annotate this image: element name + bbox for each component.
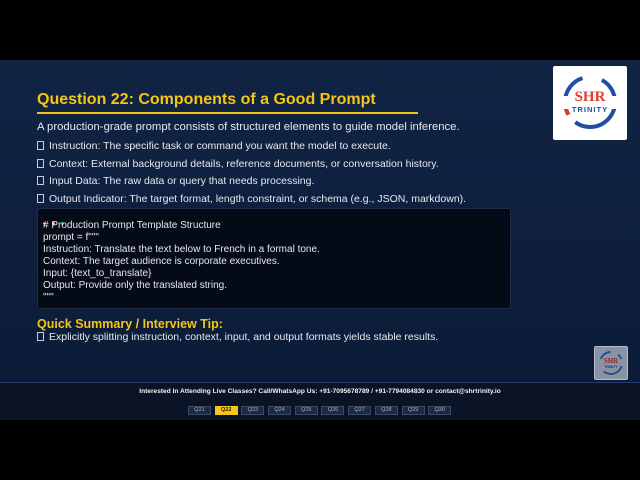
slide-content — [0, 60, 640, 382]
code-line: Context: The target audience is corporate executives. — [43, 256, 280, 267]
component-list — [37, 138, 466, 208]
intro-text: A production-grade prompt consists of structured elements to guide model inference. — [37, 121, 460, 133]
list-item — [37, 156, 466, 174]
slide-title: Question 22: Components of a Good Prompt — [37, 91, 376, 108]
summary-title: Quick Summary / Interview Tip: — [37, 317, 223, 331]
watermark-mark: SHR — [603, 357, 619, 365]
page-button-q30[interactable]: Q30 — [428, 406, 451, 415]
page-button-q25[interactable]: Q25 — [295, 406, 318, 415]
list-item — [37, 138, 466, 156]
slide — [0, 60, 640, 420]
watermark-name: TRINITY — [604, 365, 618, 369]
page-button-q29[interactable]: Q29 — [402, 406, 425, 415]
code-line: Output: Provide only the translated string. — [43, 280, 227, 291]
code-lines — [43, 220, 320, 304]
bullet-icon — [37, 141, 44, 150]
code-line: prompt = f""" — [43, 232, 99, 243]
list-item-text: Output Indicator: The target format, length constraint, or schema (e.g., JSON, markdown). — [49, 192, 467, 205]
list-item-text: Context: External background details, reference documents, or conversation history. — [49, 157, 439, 170]
page-button-q22[interactable]: Q22 — [215, 406, 238, 415]
bullet-icon — [37, 159, 44, 168]
summary-text-content: Explicitly splitting instruction, context, input, and output formats yields stable results. — [49, 331, 439, 343]
bullet-icon — [37, 194, 44, 203]
watermark-logo — [594, 346, 628, 380]
list-item — [37, 173, 466, 191]
watermark-logo-graphic — [595, 347, 627, 379]
code-block — [37, 208, 511, 309]
contact-banner: Interested In Attending Live Classes? Call/WhatsApp Us: +91-7095678789 / +91-7794084830 or contact@shrtrinity.io — [139, 388, 501, 395]
question-pager — [188, 406, 455, 415]
code-line: Instruction: Translate the text below to French in a formal tone. — [43, 244, 320, 255]
list-item-text: Instruction: The specific task or command you want the model to execute. — [49, 140, 391, 152]
page-button-q21[interactable]: Q21 — [188, 406, 211, 415]
bullet-icon — [37, 332, 44, 341]
list-item — [37, 191, 466, 209]
shr-logo-graphic — [553, 66, 627, 140]
page-button-q23[interactable]: Q23 — [241, 406, 264, 415]
summary-text — [37, 331, 438, 343]
list-item-text: Input Data: The raw data or query that needs processing. — [49, 175, 315, 188]
code-line: # Production Prompt Template Structure — [43, 220, 221, 231]
page-button-q26[interactable]: Q26 — [321, 406, 344, 415]
logo-mark: SHR — [574, 89, 606, 105]
shr-trinity-logo — [553, 66, 627, 140]
page-button-q24[interactable]: Q24 — [268, 406, 291, 415]
footer — [0, 382, 640, 420]
code-line: """ — [43, 292, 54, 303]
title-underline — [37, 112, 418, 114]
page-button-q27[interactable]: Q27 — [348, 406, 371, 415]
code-line: Input: {text_to_translate} — [43, 268, 152, 279]
page-button-q28[interactable]: Q28 — [375, 406, 398, 415]
bullet-icon — [37, 176, 44, 185]
logo-name: TRINITY — [571, 105, 609, 114]
